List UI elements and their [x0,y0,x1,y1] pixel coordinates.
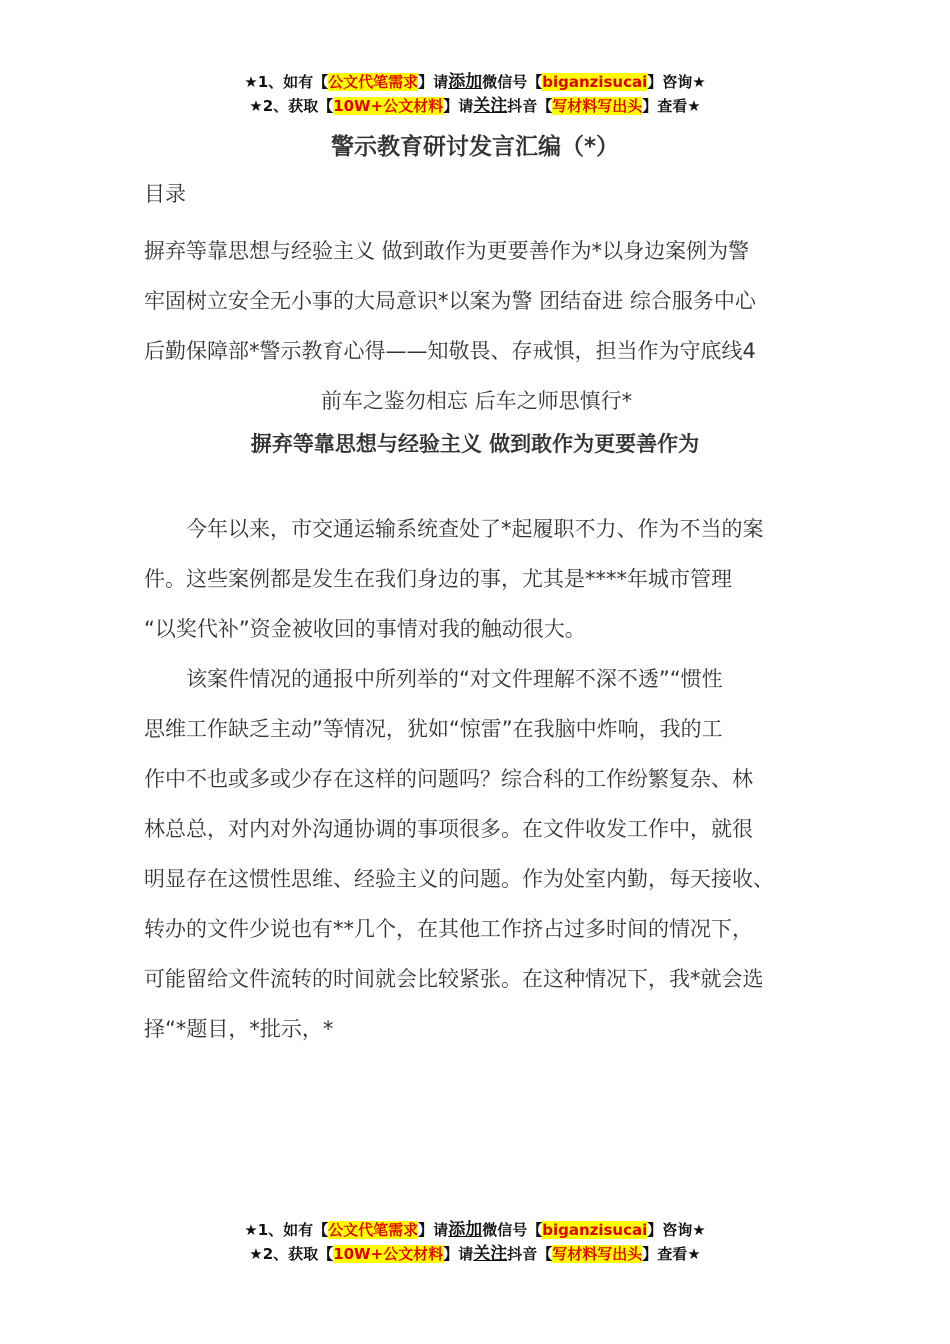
body-line: 可能留给文件流转的时间就会比较紧张。在这种情况下，我*就会选 [144,967,764,991]
footer-ad-line-1: ★1、如有【公文代笔需求】请添加微信号【biganzisucai】咨询★ [244,1220,706,1240]
body-line: 今年以来，市交通运输系统查处了*起履职不力、作为不当的案 [186,517,764,541]
highlight-wechat-id: biganzisucai [542,1221,648,1239]
body-line: 该案件情况的通报中所列举的“对文件理解不深不透”“惯性 [186,667,723,691]
body-line: “以奖代补”资金被收回的事情对我的触动很大。 [144,617,586,641]
toc-entry: 摒弃等靠思想与经验主义 做到敢作为更要善作为*以身边案例为警 [144,239,750,263]
toc-entry: 后勤保障部*警示教育心得——知敬畏、存戒惧，担当作为守底线4 [144,339,756,363]
footer-ad [0,1218,950,1266]
body-line: 件。这些案例都是发生在我们身边的事，尤其是****年城市管理 [144,567,732,591]
header-ad-line-2: ★2、获取【10W+公文材料】请关注抖音【写材料写出头】查看★ [249,96,701,116]
body-line: 转办的文件少说也有**几个，在其他工作挤占过多时间的情况下， [144,917,753,941]
body-text [144,504,809,1054]
body-line: 择“*题目，*批示，* [144,1017,334,1041]
body-line: 林总总，对内对外沟通协调的事项很多。在文件收发工作中，就很 [144,817,753,841]
highlight-materials: 10W+公文材料 [333,97,444,115]
toc-entry: 牢固树立安全无小事的大局意识*以案为警 团结奋进 综合服务中心 [144,289,756,313]
section-title: 摒弃等靠思想与经验主义 做到敢作为更要善作为 [250,432,700,456]
highlight-materials: 10W+公文材料 [333,1245,444,1263]
highlight-douyin: 写材料写出头 [552,1245,643,1263]
toc-label: 目录 [144,182,186,206]
header-ad [0,70,950,118]
footer-ad-line-2: ★2、获取【10W+公文材料】请关注抖音【写材料写出头】查看★ [249,1244,701,1264]
highlight-service: 公文代笔需求 [328,73,419,91]
highlight-douyin: 写材料写出头 [552,97,643,115]
body-line: 明显存在这惯性思维、经验主义的问题。作为处室内勤，每天接收、 [144,867,774,891]
body-line: 作中不也或多或少存在这样的问题吗？综合科的工作纷繁复杂、林 [144,767,753,791]
table-of-contents [144,226,809,426]
document-title: 警示教育研讨发言汇编（*） [330,134,620,160]
highlight-wechat-id: biganzisucai [542,73,648,91]
header-ad-line-1: ★1、如有【公文代笔需求】请添加微信号【biganzisucai】咨询★ [244,72,706,92]
highlight-service: 公文代笔需求 [328,1221,419,1239]
body-line: 思维工作缺乏主动”等情况，犹如“惊雷”在我脑中炸响，我的工 [144,717,723,741]
toc-entry: 前车之鉴勿相忘 后车之师思慎行* [320,389,633,413]
